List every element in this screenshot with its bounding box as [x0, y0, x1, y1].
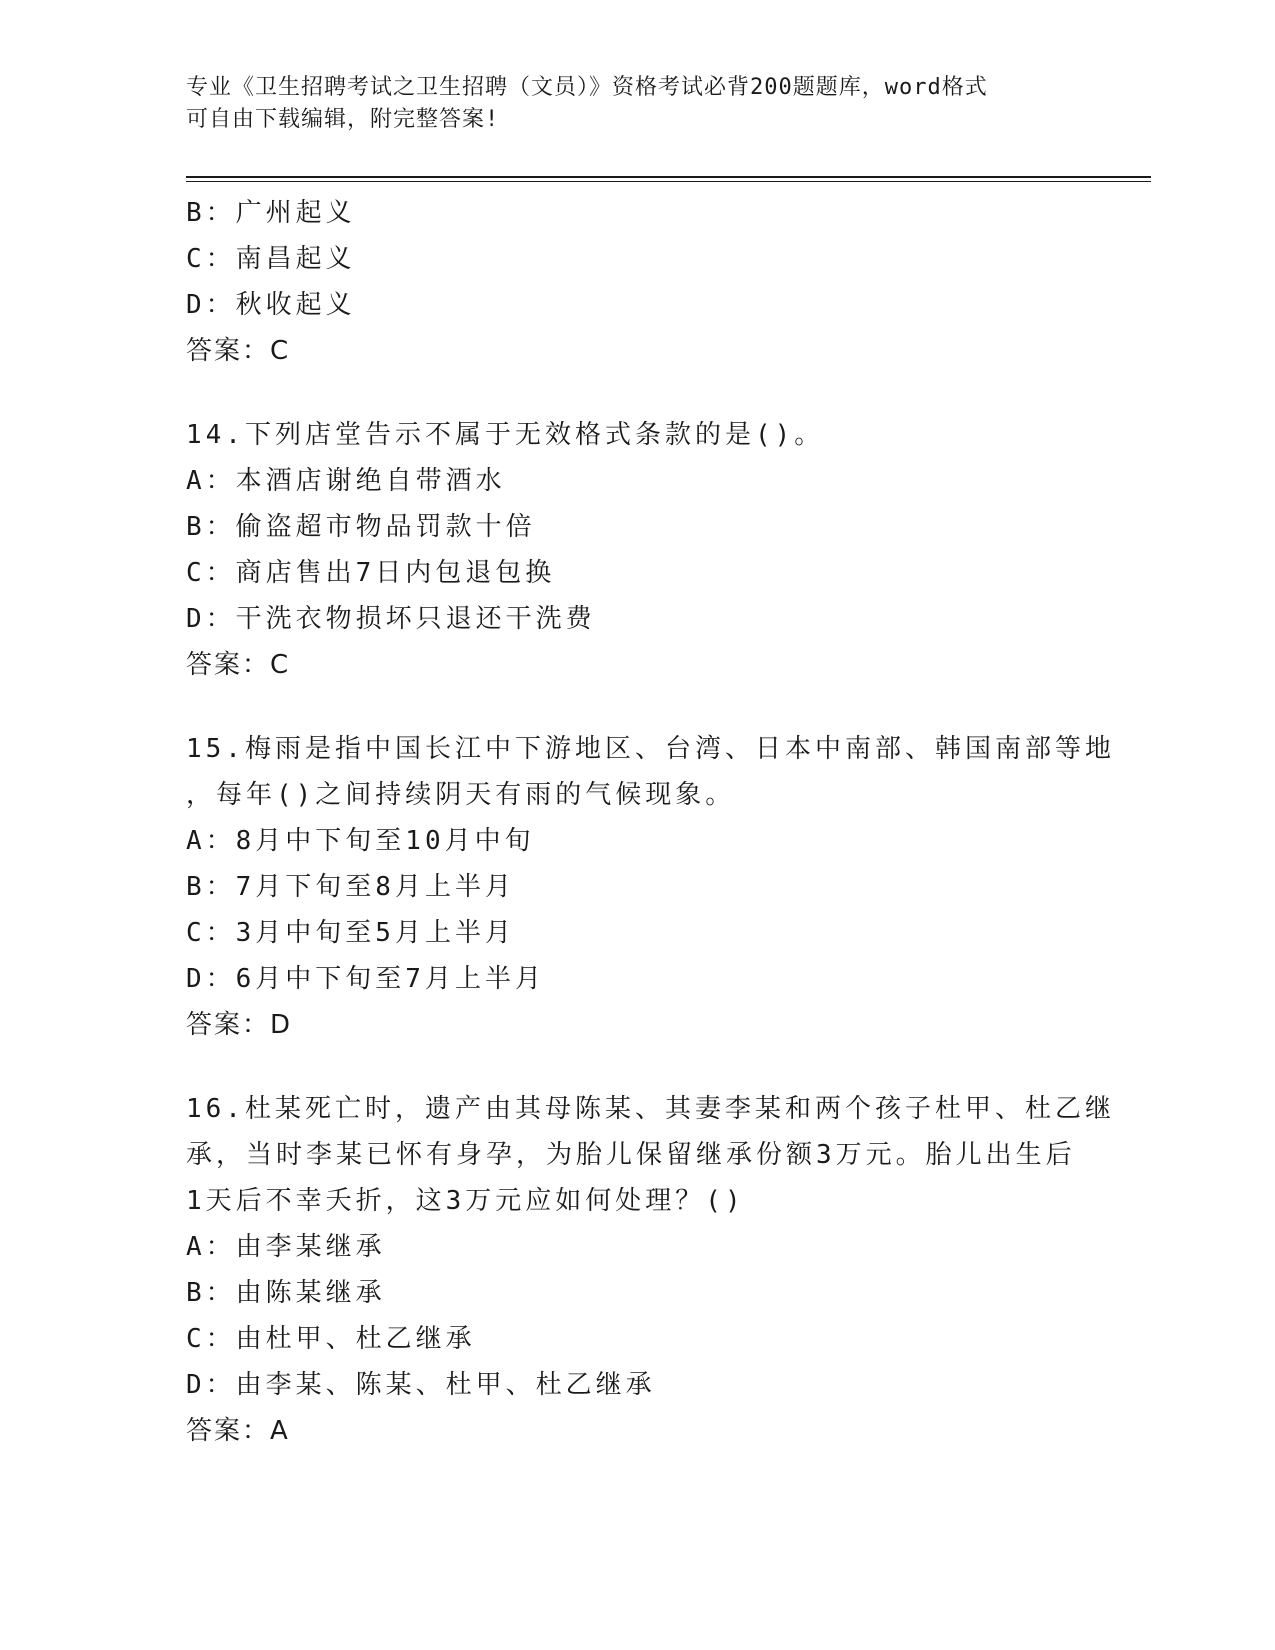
header-title-line-2: 可自由下载编辑，附完整答案!: [186, 107, 500, 132]
question-stem: 15.梅雨是指中国长江中下游地区、台湾、日本中南部、韩国南部等地: [186, 734, 1115, 764]
option-c: C：3月中旬至5月上半月: [186, 918, 515, 948]
question-13-continued: [186, 190, 1086, 374]
question-15: [186, 726, 1115, 1048]
option-a: A：由李某继承: [186, 1232, 386, 1262]
question-16: [186, 1086, 1115, 1454]
question-14: [186, 412, 1086, 688]
option-c: C：由杜甲、杜乙继承: [186, 1324, 476, 1354]
answer-line: 答案：C: [186, 650, 291, 680]
header-title-line-1: 专业《卫生招聘考试之卫生招聘（文员）》资格考试必背200题题库，word格式: [186, 75, 988, 100]
option-d: D：6月中下旬至7月上半月: [186, 964, 545, 994]
option-a: A：本酒店谢绝自带酒水: [186, 466, 506, 496]
option-c: C：南昌起义: [186, 244, 356, 274]
question-stem: ，每年()之间持续阴天有雨的气候现象。: [186, 780, 736, 810]
option-d: D：干洗衣物损坏只退还干洗费: [186, 604, 596, 634]
option-b: B：广州起义: [186, 198, 356, 228]
option-d: D：秋收起义: [186, 290, 356, 320]
document-body: [186, 190, 1115, 1454]
option-b: B：由陈某继承: [186, 1278, 386, 1308]
option-d: D：由李某、陈某、杜甲、杜乙继承: [186, 1370, 656, 1400]
option-a: A：8月中下旬至10月中旬: [186, 826, 535, 856]
question-stem: 承，当时李某已怀有身孕，为胎儿保留继承份额3万元。胎儿出生后: [186, 1140, 1076, 1170]
answer-line: 答案：A: [186, 1416, 290, 1446]
header-divider: [186, 176, 1151, 182]
option-b: B：7月下旬至8月上半月: [186, 872, 515, 902]
option-b: B：偷盗超市物品罚款十倍: [186, 512, 536, 542]
document-header: [186, 72, 1086, 136]
question-stem: 1天后不幸夭折，这3万元应如何处理？(): [186, 1186, 745, 1216]
option-c: C：商店售出7日内包退包换: [186, 558, 556, 588]
answer-line: 答案：D: [186, 1010, 293, 1040]
question-stem: 14.下列店堂告示不属于无效格式条款的是()。: [186, 420, 825, 450]
answer-line: 答案：C: [186, 336, 291, 366]
question-stem: 16.杜某死亡时，遗产由其母陈某、其妻李某和两个孩子杜甲、杜乙继: [186, 1094, 1115, 1124]
